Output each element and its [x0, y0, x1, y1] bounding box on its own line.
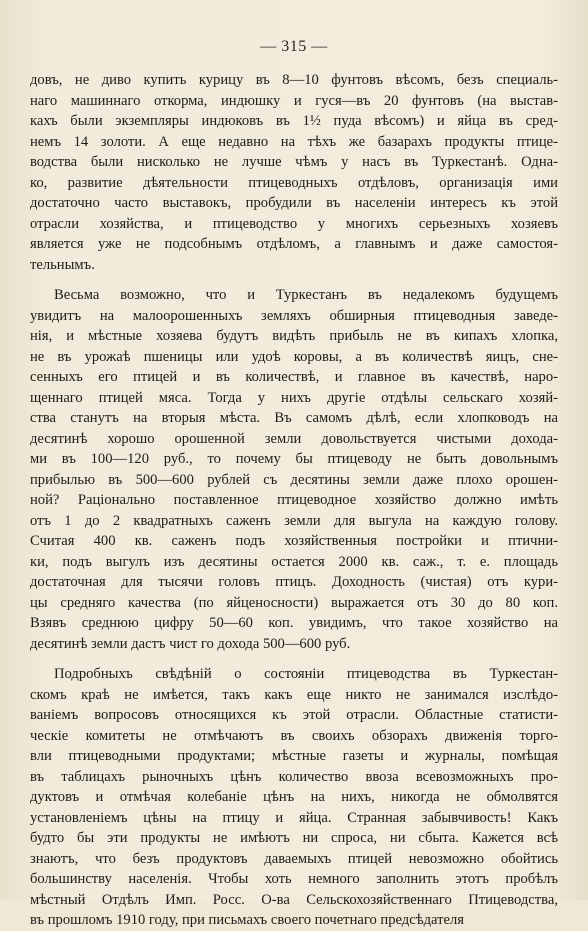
- text-line: знаютъ, что безъ продуктовъ даваемыхъ птицей невозможно обойтись: [30, 850, 558, 867]
- paragraph-gap: [30, 654, 558, 664]
- text-line: Подробныхъ свѣдѣній о состояніи птицеводства въ Туркестан-: [54, 666, 558, 682]
- text-line: сенныхъ его птицей и въ количествѣ, и главное въ качествѣ, наро-: [30, 369, 558, 385]
- text-line: нія, и мѣстные хозяева будутъ видѣть прибыль не въ кипахъ хлопка,: [30, 328, 558, 344]
- text-line: Весьма возможно, что и Туркестанъ въ недалекомъ будущемъ: [54, 287, 558, 303]
- text-line: отрасли хозяйства, и птицеводство у многихъ серьезныхъ хозяевъ: [30, 215, 558, 232]
- text-line: увидитъ на малоорошенныхъ земляхъ обширныя птицеводныя заведе-: [30, 307, 558, 324]
- text-line: десятинѣ земли дастъ чист го дохода 500—600 руб.: [30, 635, 351, 652]
- text-line: вли птицеводными продуктами; мѣстные газеты и журналы, помѣщая: [30, 748, 558, 764]
- text-line: щеннаго птицей мяса. Тогда у нихъ другіе отдѣлы сельскаго хозяй-: [30, 389, 558, 406]
- text-line: будто бы эти продукты не имѣютъ ни спроса, ни сбыта. Кажется всѣ: [30, 830, 558, 846]
- paragraph-gap: [30, 275, 558, 285]
- text-line: ми въ 100—120 руб., то почему бы птицеводу не быть довольнымъ: [30, 451, 558, 467]
- text-line: тельнымъ.: [30, 256, 95, 273]
- text-line: въ таблицахъ рыночныхъ цѣнъ количество ввоза всевозможныхъ про-: [30, 768, 558, 785]
- text-line: прибылью въ 500—600 рублей съ десятины земли даже плохо орошен-: [30, 471, 558, 488]
- text-line: достаточная для тысячи головъ птицъ. Доходность (чистая) отъ кури-: [30, 574, 558, 590]
- text-line: ческіе комитеты не отмѣчаютъ въ своихъ обзорахъ движенія торго-: [30, 727, 558, 744]
- text-line: большинству населенія. Чтобы хоть немного заполнить этотъ пробѣлъ: [30, 871, 558, 887]
- text-line: мѣстный Отдѣлъ Имп. Росс. О-ва Сельскохозяйственнаго Птицеводства,: [30, 891, 558, 908]
- text-line: въ прошломъ 1910 году, при письмахъ своего почетнаго предсѣдателя: [30, 912, 465, 928]
- text-line: достаточно часто выставокъ, пробудили въ населеніи интересъ къ этой: [30, 195, 558, 211]
- text-line: установленіемъ цѣны на птицу и яйца. Странная забывчивость! Какъ: [30, 809, 558, 826]
- text-line: довъ, не диво купить курицу въ 8—10 фунтовъ вѣсомъ, безъ специаль-: [30, 72, 558, 88]
- text-line: десятинѣ хорошо орошенной земли довольствуется чистыми доходa-: [30, 430, 558, 447]
- text-line: цы средняго качества (по яйценосности) выражается отъ 30 до 80 коп.: [30, 594, 558, 611]
- paragraph: [30, 70, 558, 275]
- text-line: кахъ были экземпляры индюковъ въ 1½ пуда вѣсомъ) и яйца въ сред-: [30, 113, 558, 129]
- text-line: ства станутъ на вторыя мѣста. Въ самомъ дѣлѣ, если хлопководъ на: [30, 410, 558, 426]
- text-line: отъ 1 до 2 квадратныхъ саженъ земли для выгула на каждую голову.: [30, 512, 558, 529]
- text-line: Считая 400 кв. саженъ подъ хозяйственныя постройки и птични-: [30, 533, 558, 549]
- text-line: наго машиннаго откорма, индюшку и гуся—въ 20 фунтовъ (на выстав-: [30, 92, 558, 109]
- text-line: водства были нисколько не лучше чѣмъ у насъ въ Туркестанѣ. Одна-: [30, 154, 558, 170]
- text-line: дуктовъ и отмѣчая колебаніе цѣнъ на нихъ, никогда не обмолвятся: [30, 789, 558, 805]
- text-line: ваніемъ вопросовъ относящихся къ этой отрасли. Областные статисти-: [30, 707, 558, 723]
- body-text: [30, 70, 558, 931]
- text-line: не въ урожаѣ пшеницы или удоѣ коровы, а въ количествѣ яицъ, сне-: [30, 348, 558, 365]
- text-line: является уже не подсобнымъ отдѣломъ, а главнымъ и даже самостоя-: [30, 236, 558, 252]
- page-number: — 315 —: [260, 38, 328, 55]
- text-line: ко, развитие дѣятельности птицеводныхъ отдѣловъ, организація ими: [30, 174, 558, 191]
- text-line: ки, подъ выгулъ изъ десятины остается 2000 кв. саж., т. е. площадь: [30, 553, 558, 570]
- text-line: Взявъ среднюю цифру 50—60 коп. увидимъ, что такое хозяйство на: [30, 615, 558, 631]
- text-line: немъ 14 золоти. А еще недавно на тѣхъ же базарахъ продукты птице-: [30, 133, 558, 150]
- paragraph: [30, 664, 558, 931]
- paragraph: [30, 285, 558, 654]
- text-line: скомъ краѣ не имѣется, такъ какъ еще никто не занимался изслѣдо-: [30, 686, 558, 703]
- text-line: ной? Раціонально поставленное птицеводное хозяйство должно имѣть: [30, 492, 558, 508]
